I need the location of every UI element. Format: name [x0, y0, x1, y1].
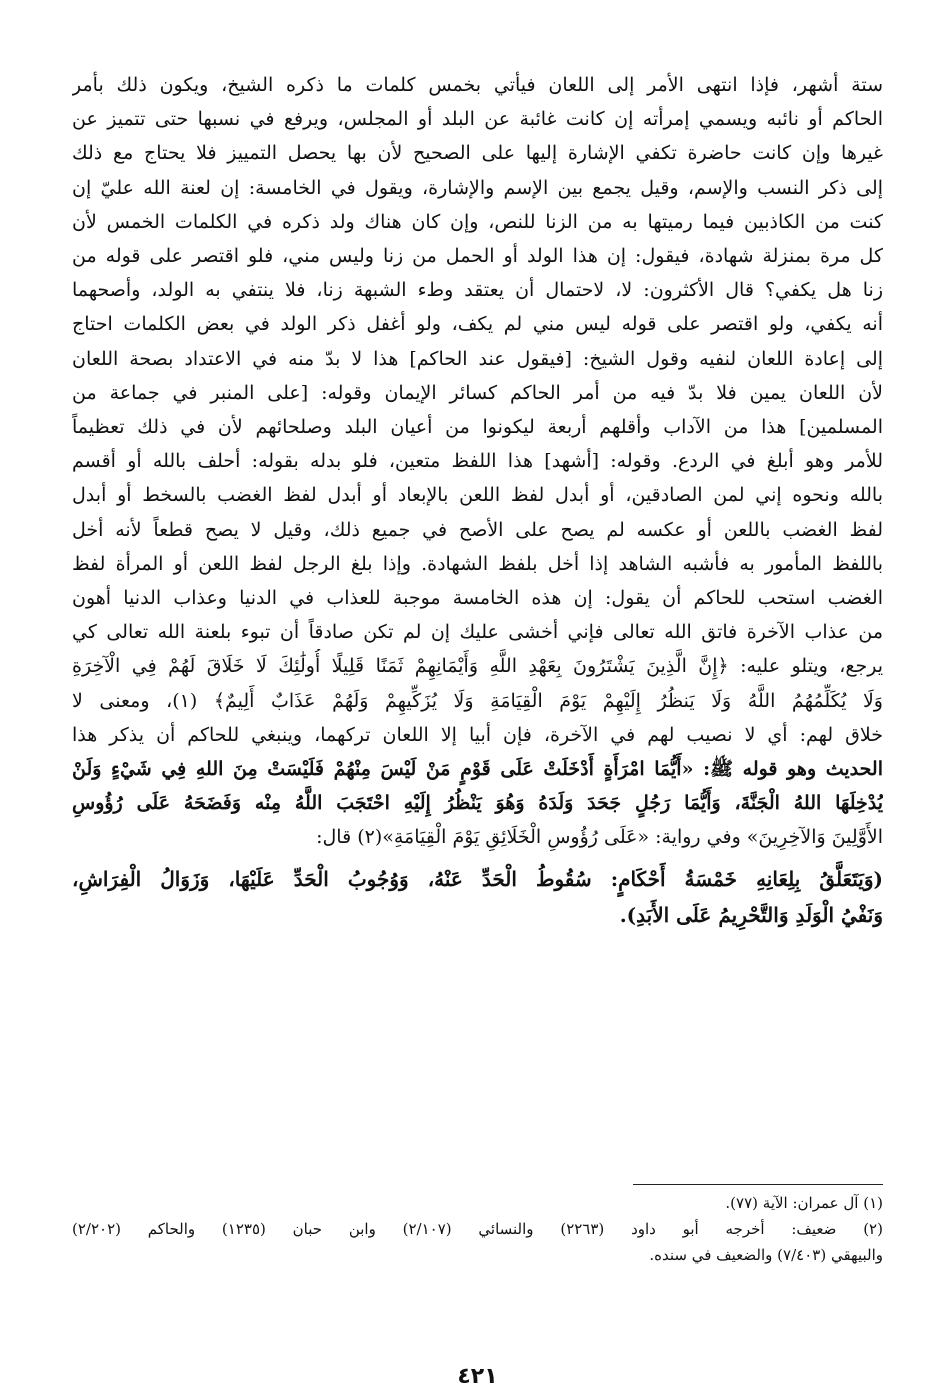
footnotes: [72, 1190, 883, 1268]
text-line: إلى إعادة اللعان لنفيه وقول الشيخ: [فيقول عند الحاكم] هذا لا بدّ منه في الاعتداد بصحة اللعان: [72, 347, 883, 370]
text-line: أنه يكفي، ولو اقتصر على قوله ليس مني لم يكف، ولو أغفل ذكر الولد في بعض الكلمات احتاج: [72, 313, 883, 336]
text-line: كنت من الكاذبين فيما رميتها به من الزنا للنص، وإن كان هناك ولد ذكره في الكلمات الخمس لأن: [72, 210, 883, 233]
text-line: بالله ونحوه إني لمن الصادقين، أو أبدل لفظ اللعن بالإبعاد أو أبدل لفظ الغضب بالسخط أو أبدل: [72, 484, 883, 507]
text-line: خلاق لهم: أي لا نصيب لهم في الآخرة، فإن أبيا إلا اللعان تركهما، وينبغي للحاكم أن يذكر هذا: [72, 723, 883, 746]
hadith-line: الحديث وهو قوله ﷺ: «أَيُّمَا امْرَأَةٍ أَدْخَلَتْ عَلَى قَوْمٍ مَنْ لَيْسَ مِنْهُمْ فَلَيْسَتْ مِنَ اللهِ فِي شَيْءٍ وَلَنْ: [72, 758, 883, 781]
footnote-1: (١) آل عمران: الآية (٧٧).: [725, 1194, 883, 1212]
footnote-divider: [633, 1184, 883, 1185]
text-line: زنا هل يكفي؟ قال الأكثرون: لا، لاحتمال أن يعتقد وطء الشبهة زنا، فلا ينتفي به الولد، وأصحهما: [72, 279, 883, 302]
text-line: كل مرة بمنزلة شهادة، فيقول: إن هذا الولد أو الحمل من زنا وليس مني، فلو اقتصر على قوله من: [72, 245, 883, 268]
main-text: [72, 68, 883, 855]
page-number: ٤٢١: [457, 1364, 498, 1389]
text-line: ستة أشهر، فإذا انتهى الأمر إلى اللعان فيأتي بخمس كلمات ما ذكره الشيخ، ويكون ذلك بأمر: [72, 74, 883, 96]
text-line: الحاكم أو نائبه ويسمي إمرأته إن كانت غائبة عن البلد أو المجلس، ويرفع في نسبها حتى تتميز عن: [72, 108, 883, 131]
quran-verse-line: وَلَا يُكَلِّمُهُمُ اللَّهُ وَلَا يَنظُرُ إِلَيْهِمْ يَوْمَ الْقِيَامَةِ وَلَا يُزَكِّيهِمْ وَلَهُمْ عَذَابٌ أَلِيمٌ﴾ (١)، ومعنى لا: [72, 689, 883, 712]
hadith-line: يُدْخِلَهَا اللهُ الْجَنَّةَ، وَأَيُّمَا رَجُلٍ جَحَدَ وَلَدَهُ وَهُوَ يَنْظُرُ إِلَيْهِ احْتَجَبَ اللَّهُ مِنْه وَفَضَحَهُ عَلَى رُؤُوسِ: [72, 792, 883, 815]
text-line: غيرها وإن كانت حاضرة تكفي الإشارة إليها على الصحيح لأن بها يحصل التمييز فلا يحتاج مع ذلك: [72, 142, 883, 165]
matn-line: وَنَفْيُ الْوَلَدِ وَالتَّحْرِيمُ عَلَى الأَبَدِ).: [619, 902, 883, 927]
footnote-2-continued: والبيهقي (٧/٤٠٣) والضعيف في سنده.: [649, 1246, 883, 1264]
hadith-line: الأَوَّلِينَ وَالآخِرِينَ» وفي رواية: «عَلَى رُؤُوسِ الْخَلَائِقِ يَوْمَ الْقِيَامَةِ»(٢) قال:: [316, 826, 883, 849]
text-line: المسلمين] هذا من الآداب وأقلهم أربعة ليكونوا من أعيان البلد وصلحائهم لأن في ذلك تعظيماً: [72, 416, 883, 439]
footnote-2: (٢) ضعيف: أخرجه أبو داود (٢٢٦٣) والنسائي (٢/١٠٧) وابن حبان (١٢٣٥) والحاكم (٢/٢٠٢): [72, 1220, 883, 1238]
matn-quote: [72, 861, 883, 933]
text-line: لأن اللعان يمين فلا بدّ فيه من أمر الحاكم كسائر الإيمان وقوله: [على المنبر في جماعة من: [72, 381, 883, 404]
text-line: للأمر وهو أبلغ في الردع. وقوله: [أشهد] هذا اللفظ متعين، فلو بدله بقوله: أحلف بالله أو أقسم: [72, 450, 883, 473]
text-line: باللفظ المأمور به فأشبه الشاهد إذا أخل بلفظ الشهادة. وإذا بلغ الرجل لفظ اللعن أو المرأة لفظ: [72, 552, 883, 575]
document-page: [72, 68, 883, 1389]
text-line: من عذاب الآخرة فاتق الله تعالى فإني أخشى عليك إن لم تكن صادقاً أن تبوء بلعنة الله تعالى كي: [72, 621, 883, 644]
text-line: لفظ الغضب باللعن أو عكسه لم يصح على الأصح في جميع ذلك، وقيل لا يصح قطعاً لأنه أخل: [72, 518, 883, 541]
matn-line: (وَيَتَعَلَّقُ بِلِعَانِهِ خَمْسَةُ أَحْكَامٍ: سُقُوطُ الْحَدِّ عَنْهُ، وَوُجُوبُ الْحَدِّ عَلَيْهَا، وَزَوَالُ الْفِرَاشِ،: [72, 866, 883, 891]
quran-verse-line: يرجع، ويتلو عليه: ﴿إِنَّ الَّذِينَ يَشْتَرُونَ بِعَهْدِ اللَّهِ وَأَيْمَانِهِمْ ثَمَنًا قَلِيلًا أُولَٰئِكَ لَا خَلَاقَ لَهُمْ فِي الْآخِرَةِ: [72, 655, 883, 678]
text-line: الغضب استحب للحاكم أن يقول: إن هذه الخامسة موجبة للعذاب في الدنيا وعذاب الدنيا أهون: [72, 587, 883, 610]
text-line: إلى ذكر النسب والإسم، وقيل يجمع بين الإسم والإشارة، ويقول في الخامسة: إن لعنة الله عليّ إن: [72, 176, 883, 199]
